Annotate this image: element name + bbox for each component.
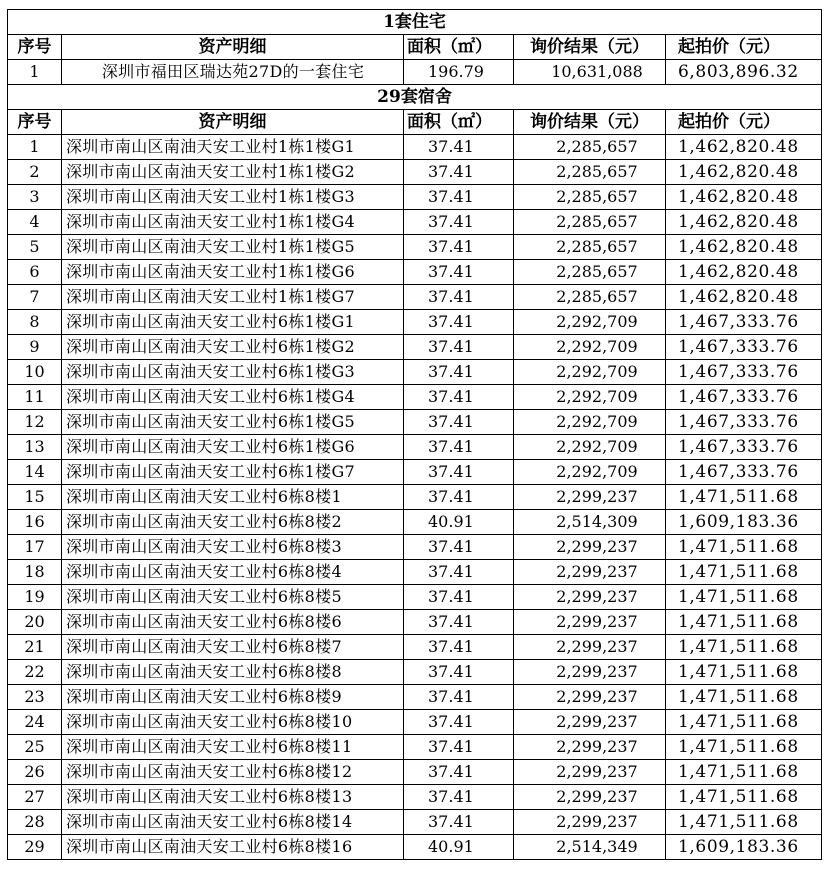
inquiry-result: 2,299,237 [514,560,666,585]
inquiry-result: 2,299,237 [514,685,666,710]
starting-price: 1,471,511.68 [666,560,822,585]
asset-description: 深圳市南山区南油天安工业村6栋1楼G4 [62,385,404,410]
table-row [8,235,822,260]
starting-price: 1,471,511.68 [666,810,822,835]
header-area: 面积（㎡） [404,35,514,60]
starting-price: 1,467,333.76 [666,385,822,410]
asset-description: 深圳市南山区南油天安工业村6栋1楼G7 [62,460,404,485]
starting-price: 1,467,333.76 [666,335,822,360]
asset-description: 深圳市南山区南油天安工业村6栋1楼G3 [62,360,404,385]
inquiry-result: 2,292,709 [514,410,666,435]
starting-price: 1,471,511.68 [666,585,822,610]
table-row [8,560,822,585]
starting-price: 1,471,511.68 [666,685,822,710]
starting-price: 6,803,896.32 [666,60,822,85]
row-index: 22 [8,660,62,685]
asset-description: 深圳市南山区南油天安工业村1栋1楼G7 [62,285,404,310]
asset-description: 深圳市南山区南油天安工业村6栋8楼10 [62,710,404,735]
inquiry-result: 2,292,709 [514,435,666,460]
row-index: 5 [8,235,62,260]
asset-table [7,9,822,860]
table-row [8,60,822,85]
row-index: 18 [8,560,62,585]
asset-description: 深圳市南山区南油天安工业村1栋1楼G3 [62,185,404,210]
asset-description: 深圳市南山区南油天安工业村1栋1楼G1 [62,135,404,160]
table-row [8,360,822,385]
starting-price: 1,462,820.48 [666,135,822,160]
area-value: 196.79 [404,60,514,85]
inquiry-result: 2,299,237 [514,735,666,760]
asset-description: 深圳市南山区南油天安工业村6栋8楼4 [62,560,404,585]
area-value: 37.41 [404,560,514,585]
asset-description: 深圳市南山区南油天安工业村6栋8楼2 [62,510,404,535]
asset-description: 深圳市南山区南油天安工业村6栋8楼12 [62,760,404,785]
row-index: 2 [8,160,62,185]
starting-price: 1,471,511.68 [666,610,822,635]
inquiry-result: 2,292,709 [514,335,666,360]
asset-description: 深圳市南山区南油天安工业村6栋8楼8 [62,660,404,685]
table-row [8,135,822,160]
inquiry-result: 2,292,709 [514,360,666,385]
table-row [8,685,822,710]
starting-price: 1,471,511.68 [666,635,822,660]
area-value: 37.41 [404,135,514,160]
table-row [8,485,822,510]
table-row [8,635,822,660]
asset-description: 深圳市南山区南油天安工业村1栋1楼G6 [62,260,404,285]
row-index: 4 [8,210,62,235]
header-inquiry-result: 询价结果（元） [514,35,666,60]
starting-price: 1,471,511.68 [666,710,822,735]
row-index: 19 [8,585,62,610]
asset-description: 深圳市福田区瑞达苑27D的一套住宅 [62,60,404,85]
asset-description: 深圳市南山区南油天安工业村6栋8楼14 [62,810,404,835]
starting-price: 1,462,820.48 [666,185,822,210]
asset-description: 深圳市南山区南油天安工业村6栋1楼G1 [62,310,404,335]
inquiry-result: 2,285,657 [514,210,666,235]
inquiry-result: 2,299,237 [514,635,666,660]
area-value: 37.41 [404,760,514,785]
inquiry-result: 2,299,237 [514,585,666,610]
asset-description: 深圳市南山区南油天安工业村1栋1楼G2 [62,160,404,185]
starting-price: 1,471,511.68 [666,535,822,560]
row-index: 26 [8,760,62,785]
asset-description: 深圳市南山区南油天安工业村1栋1楼G5 [62,235,404,260]
table-row [8,310,822,335]
starting-price: 1,467,333.76 [666,435,822,460]
table-row [8,410,822,435]
area-value: 37.41 [404,485,514,510]
asset-description: 深圳市南山区南油天安工业村6栋8楼5 [62,585,404,610]
asset-description: 深圳市南山区南油天安工业村6栋8楼9 [62,685,404,710]
row-index: 21 [8,635,62,660]
table-row [8,160,822,185]
starting-price: 1,471,511.68 [666,785,822,810]
area-value: 37.41 [404,210,514,235]
inquiry-result: 2,285,657 [514,285,666,310]
starting-price: 1,462,820.48 [666,160,822,185]
header-inquiry-result: 询价结果（元） [514,110,666,135]
row-index: 14 [8,460,62,485]
starting-price: 1,471,511.68 [666,735,822,760]
section-title: 29套宿舍 [8,85,822,110]
inquiry-result: 2,299,237 [514,710,666,735]
area-value: 37.41 [404,285,514,310]
row-index: 17 [8,535,62,560]
asset-table-body [8,10,822,860]
area-value: 37.41 [404,460,514,485]
asset-description: 深圳市南山区南油天安工业村6栋8楼13 [62,785,404,810]
row-index: 9 [8,335,62,360]
starting-price: 1,467,333.76 [666,460,822,485]
area-value: 37.41 [404,185,514,210]
header-asset-detail: 资产明细 [62,110,404,135]
area-value: 37.41 [404,810,514,835]
table-row [8,835,822,860]
starting-price: 1,609,183.36 [666,510,822,535]
section-title-row [8,85,822,110]
table-row [8,285,822,310]
row-index: 20 [8,610,62,635]
inquiry-result: 2,299,237 [514,660,666,685]
table-row [8,335,822,360]
starting-price: 1,467,333.76 [666,310,822,335]
row-index: 6 [8,260,62,285]
area-value: 37.41 [404,335,514,360]
starting-price: 1,471,511.68 [666,760,822,785]
table-row [8,260,822,285]
row-index: 25 [8,735,62,760]
inquiry-result: 2,285,657 [514,260,666,285]
inquiry-result: 2,299,237 [514,760,666,785]
asset-description: 深圳市南山区南油天安工业村6栋8楼3 [62,535,404,560]
area-value: 37.41 [404,660,514,685]
starting-price: 1,462,820.48 [666,285,822,310]
area-value: 37.41 [404,535,514,560]
table-row [8,760,822,785]
asset-description: 深圳市南山区南油天安工业村6栋8楼11 [62,735,404,760]
inquiry-result: 2,285,657 [514,160,666,185]
asset-description: 深圳市南山区南油天安工业村6栋1楼G5 [62,410,404,435]
area-value: 37.41 [404,160,514,185]
row-index: 12 [8,410,62,435]
row-index: 1 [8,60,62,85]
row-index: 16 [8,510,62,535]
header-starting-price: 起拍价（元） [666,35,822,60]
area-value: 37.41 [404,610,514,635]
area-value: 37.41 [404,385,514,410]
inquiry-result: 2,292,709 [514,310,666,335]
row-index: 23 [8,685,62,710]
row-index: 7 [8,285,62,310]
inquiry-result: 2,514,349 [514,835,666,860]
row-index: 27 [8,785,62,810]
row-index: 3 [8,185,62,210]
column-header-row [8,110,822,135]
table-row [8,785,822,810]
row-index: 13 [8,435,62,460]
inquiry-result: 2,285,657 [514,185,666,210]
table-row [8,460,822,485]
starting-price: 1,471,511.68 [666,485,822,510]
table-row [8,535,822,560]
area-value: 40.91 [404,835,514,860]
inquiry-result: 2,285,657 [514,135,666,160]
area-value: 37.41 [404,360,514,385]
header-asset-detail: 资产明细 [62,35,404,60]
starting-price: 1,609,183.36 [666,835,822,860]
row-index: 24 [8,710,62,735]
section-title: 1套住宅 [8,10,822,35]
starting-price: 1,467,333.76 [666,410,822,435]
asset-description: 深圳市南山区南油天安工业村6栋1楼G2 [62,335,404,360]
asset-description: 深圳市南山区南油天安工业村6栋1楼G6 [62,435,404,460]
row-index: 29 [8,835,62,860]
area-value: 37.41 [404,585,514,610]
starting-price: 1,462,820.48 [666,260,822,285]
area-value: 37.41 [404,310,514,335]
column-header-row [8,35,822,60]
table-row [8,735,822,760]
area-value: 37.41 [404,710,514,735]
table-row [8,510,822,535]
inquiry-result: 2,292,709 [514,460,666,485]
table-row [8,185,822,210]
header-starting-price: 起拍价（元） [666,110,822,135]
header-index: 序号 [8,110,62,135]
area-value: 37.41 [404,735,514,760]
table-row [8,660,822,685]
inquiry-result: 2,299,237 [514,785,666,810]
table-row [8,385,822,410]
asset-description: 深圳市南山区南油天安工业村1栋1楼G4 [62,210,404,235]
row-index: 15 [8,485,62,510]
area-value: 37.41 [404,260,514,285]
inquiry-result: 2,299,237 [514,810,666,835]
asset-description: 深圳市南山区南油天安工业村6栋8楼7 [62,635,404,660]
row-index: 28 [8,810,62,835]
row-index: 1 [8,135,62,160]
table-row [8,210,822,235]
header-area: 面积（㎡） [404,110,514,135]
row-index: 8 [8,310,62,335]
section-title-row [8,10,822,35]
area-value: 37.41 [404,435,514,460]
inquiry-result: 2,285,657 [514,235,666,260]
inquiry-result: 2,514,309 [514,510,666,535]
table-row [8,585,822,610]
inquiry-result: 2,292,709 [514,385,666,410]
asset-description: 深圳市南山区南油天安工业村6栋8楼1 [62,485,404,510]
area-value: 37.41 [404,685,514,710]
inquiry-result: 2,299,237 [514,485,666,510]
area-value: 37.41 [404,410,514,435]
starting-price: 1,462,820.48 [666,235,822,260]
inquiry-result: 2,299,237 [514,610,666,635]
asset-description: 深圳市南山区南油天安工业村6栋8楼16 [62,835,404,860]
asset-description: 深圳市南山区南油天安工业村6栋8楼6 [62,610,404,635]
header-index: 序号 [8,35,62,60]
table-row [8,435,822,460]
area-value: 37.41 [404,635,514,660]
table-row [8,710,822,735]
starting-price: 1,462,820.48 [666,210,822,235]
area-value: 37.41 [404,785,514,810]
row-index: 10 [8,360,62,385]
table-row [8,610,822,635]
inquiry-result: 10,631,088 [514,60,666,85]
starting-price: 1,467,333.76 [666,360,822,385]
row-index: 11 [8,385,62,410]
table-row [8,810,822,835]
starting-price: 1,471,511.68 [666,660,822,685]
area-value: 40.91 [404,510,514,535]
inquiry-result: 2,299,237 [514,535,666,560]
area-value: 37.41 [404,235,514,260]
